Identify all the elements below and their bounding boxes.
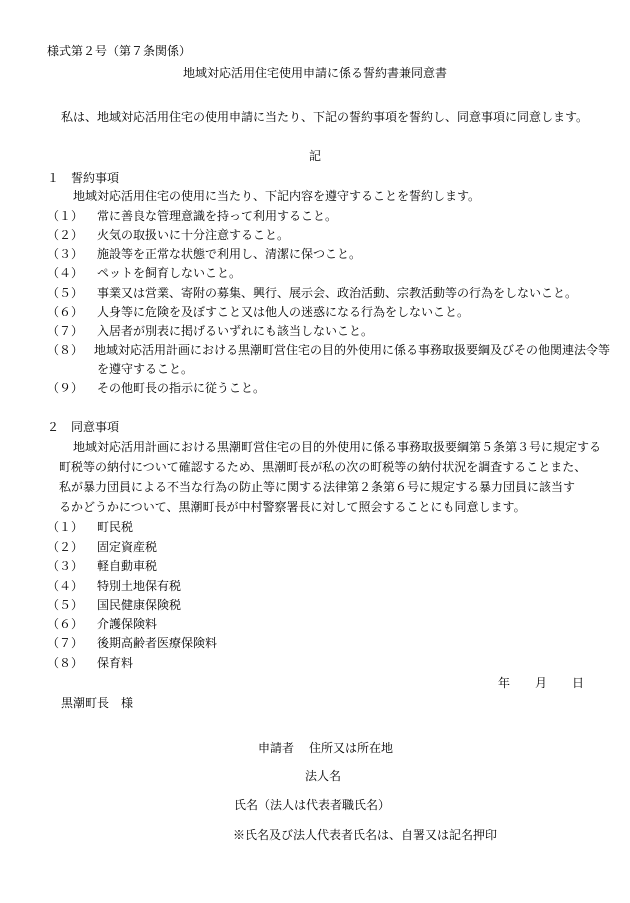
oath-item-label: （３） <box>47 247 84 261</box>
consent-paragraph-line: 地域対応活用計画における黒潮町営住宅の目的外使用に係る事務取扱要綱第５条第３号に規定する <box>73 440 602 454</box>
tax-item-text: 町民税 <box>97 520 134 534</box>
tax-item-label: （６） <box>47 617 84 631</box>
applicant-label: 申請者 <box>258 741 295 755</box>
consent-paragraph-line: るかどうかについて、黒潮町長が中村警察署長に対して照会することにも同意します。 <box>59 500 526 514</box>
oath-item-text-continued: を遵守すること。 <box>97 362 194 376</box>
corporation-name-label: 法人名 <box>305 769 342 783</box>
intro-statement: 私は、地域対応活用住宅の使用申請に当たり、下記の誓約事項を誓約し、同意事項に同意します。 <box>61 110 589 124</box>
tax-item-label: （７） <box>47 636 84 650</box>
consent-paragraph-line: 町税等の納付について確認するため、黒潮町長が私の次の町税等の納付状況を調査することまた、 <box>59 460 587 474</box>
applicant-address-label: 住所又は所在地 <box>309 741 394 755</box>
oath-item-text: 入居者が別表に掲げるいずれにも該当しないこと。 <box>97 324 374 338</box>
section2-heading: ２ 同意事項 <box>47 420 120 434</box>
ki-heading: 記 <box>308 149 321 163</box>
oath-item-text: その他町長の指示に従うこと。 <box>97 381 266 395</box>
oath-item-label: （９） <box>47 381 84 395</box>
oath-item-label: （８） <box>47 343 84 357</box>
tax-item-text: 軽自動車税 <box>97 559 158 573</box>
oath-item-label: （５） <box>47 286 84 300</box>
oath-item-text: ペットを飼育しないこと。 <box>97 266 242 280</box>
name-label: 氏名（法人は代表者職氏名） <box>234 798 391 812</box>
oath-item-label: （２） <box>47 228 84 242</box>
tax-item-label: （５） <box>47 598 84 612</box>
tax-item-label: （３） <box>47 559 84 573</box>
tax-item-text: 固定資産税 <box>97 540 158 554</box>
oath-item-text: 事業又は営業、寄附の募集、興行、展示会、政治活動、宗教活動等の行為をしないこと。 <box>97 286 578 300</box>
consent-paragraph-line: 私が暴力団員による不当な行為の防止等に関する法律第２条第６号に規定する暴力団員に該当す <box>59 480 576 494</box>
oath-item-text: 火気の取扱いに十分注意すること。 <box>97 228 290 242</box>
tax-item-label: （８） <box>47 656 84 670</box>
oath-item-label: （７） <box>47 324 84 338</box>
form-number: 様式第２号（第７条関係） <box>47 44 192 58</box>
section1-lead: 地域対応活用住宅の使用に当たり、下記内容を遵守することを誓約します。 <box>73 189 481 203</box>
tax-item-label: （４） <box>47 579 84 593</box>
oath-item-label: （１） <box>47 209 84 223</box>
tax-item-text: 後期高齢者医療保険料 <box>97 636 218 650</box>
oath-item-text: 施設等を正常な状態で利用し、清潔に保つこと。 <box>97 247 362 261</box>
date-year: 年 <box>498 676 511 690</box>
tax-item-text: 国民健康保険税 <box>97 598 182 612</box>
oath-item-label: （６） <box>47 305 84 319</box>
document-title: 地域対応活用住宅使用申請に係る誓約書兼同意書 <box>182 66 447 80</box>
date-month: 月 <box>535 676 548 690</box>
tax-item-text: 保育料 <box>97 656 134 670</box>
oath-item-text: 人身等に危険を及ぼすこと又は他人の迷惑になる行為をしないこと。 <box>97 305 470 319</box>
oath-item-label: （４） <box>47 266 84 280</box>
section1-heading: １ 誓約事項 <box>47 171 120 185</box>
tax-item-text: 特別土地保有税 <box>97 579 182 593</box>
tax-item-label: （２） <box>47 540 84 554</box>
oath-item-text: 常に善良な管理意識を持って利用すること。 <box>97 209 338 223</box>
oath-item-text: 地域対応活用計画における黒潮町営住宅の目的外使用に係る事務取扱要綱及びその他関連法令等 <box>94 343 611 357</box>
addressee: 黒潮町長 様 <box>61 696 134 710</box>
date-day: 日 <box>572 676 585 690</box>
tax-item-label: （１） <box>47 520 84 534</box>
signature-note: ※氏名及び法人代表者氏名は、自署又は記名押印 <box>233 828 498 842</box>
tax-item-text: 介護保険料 <box>97 617 158 631</box>
